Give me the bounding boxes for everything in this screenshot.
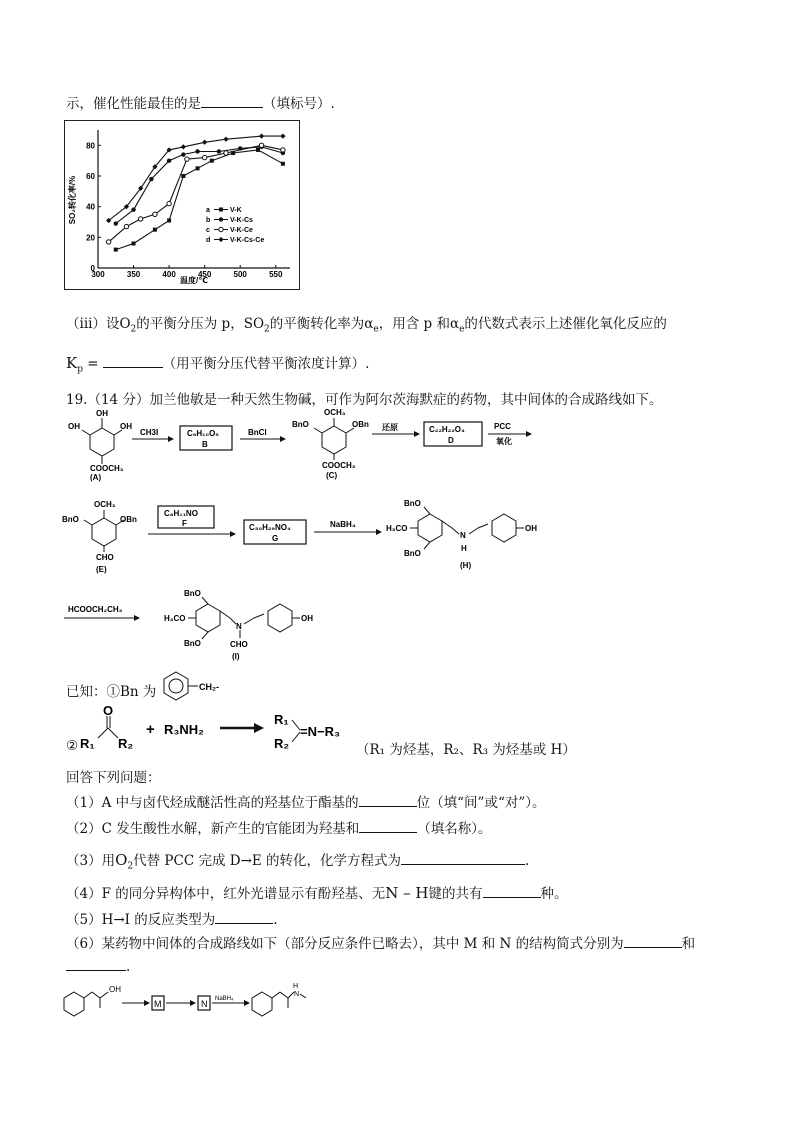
compound-A-structure [68,409,132,482]
reagent-label: NaBH₄ [330,520,356,529]
alpha-sub: e [373,324,379,335]
compound-F-formula: C₈H₁₁NO [164,509,198,518]
data-point [153,212,157,216]
benzyl-structure [156,668,236,702]
reagent-label: NaBH₄ [215,996,234,1002]
data-point [202,155,206,159]
question-3-text: （3）用 [66,853,116,869]
kp-equals: = [82,356,99,372]
synthesis-scheme-row1 [60,406,540,484]
so2-conversion-chart [64,120,300,290]
answer-blank[interactable] [215,910,273,924]
q-iii-text: ，用含 p 和 [378,316,450,332]
benzyloxy-label: BnO [184,589,201,598]
arrow-head [280,436,286,442]
legend-tag: c [206,227,210,234]
arrow-head [376,529,382,535]
hydroxyl-label: OH [120,422,132,431]
x-axis-label: 温度/℃ [180,276,208,285]
amine-h-label: H [461,544,467,553]
x-tick-label: 350 [126,270,141,279]
legend-label: V-K-Cs-Ce [230,237,265,244]
question-6-cont [66,957,130,975]
reagent-label: BnCl [248,428,267,437]
route-6-scheme [60,980,320,1020]
o2-formula: O [115,851,128,869]
data-point [195,149,199,153]
data-point [167,218,171,222]
hydroxyl-label: OH [301,614,313,623]
question-3-text: 代替 PCC 完成 D→E 的转化，化学方程式为 [133,853,402,869]
data-point [217,149,221,153]
methoxy-label: OCH₃ [94,500,116,509]
amide-n-label: N [236,622,242,631]
question-4-text: （4）F 的同分异构体中，红外光谱显示有酚羟基、无 [66,886,386,902]
intro-line [66,92,335,112]
benzyloxy-label: BnO [404,499,421,508]
question-1-text: 位（填“间”或“对”）。 [416,795,546,811]
data-point [167,158,171,162]
carbonyl-o-label: O [103,704,114,718]
synthesis-scheme-row3 [60,582,360,670]
intro-suffix: （填标号）. [263,96,335,112]
legend-label: V-K-Ce [230,227,253,234]
question-3-text: . [525,853,530,869]
data-point [114,221,118,225]
ester-label: COOCH₃ [90,464,124,473]
y-tick-label: 40 [86,202,95,212]
q-iii-line2 [66,352,369,375]
data-point [124,224,128,228]
compound-B-label: B [202,440,208,449]
reagent-label: PCC [494,422,511,431]
answer-blank[interactable] [483,884,541,898]
y-tick-label: 0 [90,264,95,273]
question-2-text: （2）C 发生酸性水解，新产生的官能团为羟基和 [66,821,360,837]
answer-blank[interactable] [624,934,682,948]
compound-D-formula: C₂₂H₂₂O₄ [429,425,465,434]
data-point [114,248,118,252]
methoxy-label: OCH₃ [324,408,346,417]
q-iii-text: 的平衡转化率为 [269,316,365,332]
aldehyde-label: CHO [96,553,114,562]
data-point [153,228,157,232]
data-point [132,241,136,245]
x-tick-label: 500 [233,270,247,279]
benzyloxy-label: OBn [352,420,369,429]
question-1-text: （1）A 中与卤代烃成醚活性高的羟基位于酯基的 [66,795,359,811]
data-point [281,162,285,166]
x-tick-label: 450 [197,270,212,279]
compound-G-label: G [272,534,279,543]
legend-marker [219,208,223,212]
answer-blank[interactable] [201,94,263,108]
arrow-head [414,431,420,437]
alpha-symbol: α [449,316,460,332]
data-point [196,166,200,170]
y-axis-label: SO₂转化率/% [68,175,77,225]
answer-blank[interactable] [359,819,417,833]
question-3 [66,849,529,872]
question-4 [66,882,568,902]
compound-I-structure [164,589,313,661]
legend-tag: a [206,207,210,214]
plus-sign: + [146,721,155,738]
compound-C-label: (C) [326,471,338,480]
compound-D-label: D [448,436,454,445]
kp-symbol: K [66,354,78,372]
data-point [256,148,260,152]
question-6-text: . [126,959,131,975]
question-1 [66,791,546,811]
arrow-head [134,615,140,621]
ester-label: COOCH₃ [322,461,356,470]
imine-label: =N−R₃ [300,724,340,739]
amine-reagent: R₃NH₂ [164,722,204,737]
o2-sub: 2 [130,324,137,335]
y-tick-label: 80 [86,141,95,151]
reagent-label: 氧化 [496,437,512,446]
alpha-sub: e [459,324,465,335]
y-tick-label: 20 [86,233,95,243]
legend-tag: d [206,237,211,244]
synthesis-scheme-row2 [60,496,580,580]
compound-E-structure [62,500,137,574]
imine-reaction-scheme [78,704,368,756]
hydroxyl-label: OH [96,409,108,418]
q-iii-text: 的代数式表示上述催化氧化反应的 [464,316,667,332]
alpha-symbol: α [364,316,374,332]
answer-blank[interactable] [66,957,126,971]
nh-bond: N – H [385,884,429,902]
data-point [131,208,135,212]
data-point [181,152,185,156]
answer-blank[interactable] [359,793,417,807]
compound-m-label: M [154,999,162,1009]
compound-G-formula: C₃₀H₂₉NO₄ [249,523,291,532]
compound-H-label: (H) [460,561,472,570]
question-4-text: 键的共有 [428,886,483,902]
known-2-num: ② [66,738,79,754]
arrow-head [230,531,236,537]
legend-marker [219,217,223,221]
benzyloxy-label: BnO [404,549,421,558]
formyl-label: CHO [230,640,248,649]
data-point [138,217,142,221]
question-2-text: （填名称）。 [417,821,492,837]
question-2 [66,817,491,837]
benzyloxy-label: BnO [292,420,309,429]
x-tick-label: 550 [269,270,283,279]
arrow-head [144,1000,150,1006]
known-2-note: （R₁ 为烃基，R₂、R₃ 为烃基或 H） [356,742,576,758]
compound-A-label: (A) [90,473,102,482]
data-point [149,177,153,181]
data-point [281,148,285,152]
intro-prefix: 示，催化性能最佳的是 [66,96,201,112]
benzyloxy-label: BnO [184,639,201,648]
arrow-head [254,723,264,733]
compound-n-label: N [201,999,208,1009]
legend-label: V-K [230,207,242,214]
reagent-label: 还原 [382,423,398,432]
known-1 [66,680,156,700]
hydroxyl-label: OH [109,985,121,994]
so2-formula: SO [243,316,265,332]
data-point [224,151,228,155]
r2-label: R₂ [118,736,134,751]
benzyl-ch2-label: CH₂- [199,682,219,692]
r1-label: R₁ [80,736,95,751]
question-4-text: 种。 [540,886,568,902]
answer-intro: 回答下列问题： [66,770,161,786]
data-point [259,143,263,147]
methoxy-label: H₃CO [386,524,408,533]
x-tick-label: 300 [91,270,105,279]
question-5-text: （5）H→I 的反应类型为 [66,912,216,928]
compound-E-label: (E) [96,565,107,574]
methoxy-label: H₃CO [164,614,186,623]
amine-n-label: N [294,991,300,998]
q-iii-text: （iii）设 [66,316,120,332]
q-iii-text: 的平衡分压为 p， [136,316,244,332]
amine-n-label: N [460,531,466,540]
data-point [106,240,110,244]
o2-formula: O [119,316,131,332]
y-tick-label: 60 [86,172,95,181]
data-point [167,201,171,205]
arrow-head [526,431,532,437]
answer-blank[interactable] [103,354,163,368]
compound-B-formula: C₉H₁₀O₅ [187,429,219,438]
benzyloxy-label: BnO [62,515,79,524]
product-r2-label: R₂ [274,736,290,751]
arrow-head [168,436,174,442]
so2-sub: 2 [264,324,270,335]
data-point [210,159,214,163]
question-5 [66,908,278,928]
compound-I-label: (I) [232,652,240,661]
question-5-text: . [273,912,278,928]
amine-h-label: H [293,983,299,990]
q-iii-line1 [66,312,667,335]
arrow-head [244,1000,250,1006]
product-r1-label: R₁ [274,712,289,727]
o2-sub: 2 [127,861,134,872]
reagent-label: CH3I [140,428,159,437]
data-point [185,157,189,161]
x-tick-label: 400 [162,270,176,279]
legend-label: V-K-Cs [230,217,253,224]
reagent-label: HCOOCH₂CH₃ [68,605,123,614]
q19-heading: 19.（14 分）加兰他敏是一种天然生物碱，可作为阿尔茨海默症的药物，其中间体的合成路线如下。 [66,392,663,408]
question-6-text: （6）某药物中间体的合成路线如下（部分反应条件已略去），其中 M 和 N 的结构简式分别为 [66,936,624,952]
question-6-text: 和 [681,936,696,952]
answer-blank[interactable] [401,851,525,865]
question-6 [66,932,695,952]
legend-tag: b [206,217,211,224]
hydroxyl-label: OH [68,422,80,431]
compound-H-structure [386,499,537,570]
kp-sub: p [77,364,83,375]
arrow-head [190,1000,196,1006]
compound-F-label: F [182,519,187,528]
hydroxyl-label: OH [525,524,537,533]
data-point [181,174,185,178]
known-1-text: 已知：①Bn 为 [66,684,157,700]
benzyloxy-label: OBn [120,515,137,524]
kp-note: （用平衡分压代替平衡浓度计算）. [162,356,370,372]
legend-marker [219,227,223,231]
compound-C-structure [292,408,369,480]
